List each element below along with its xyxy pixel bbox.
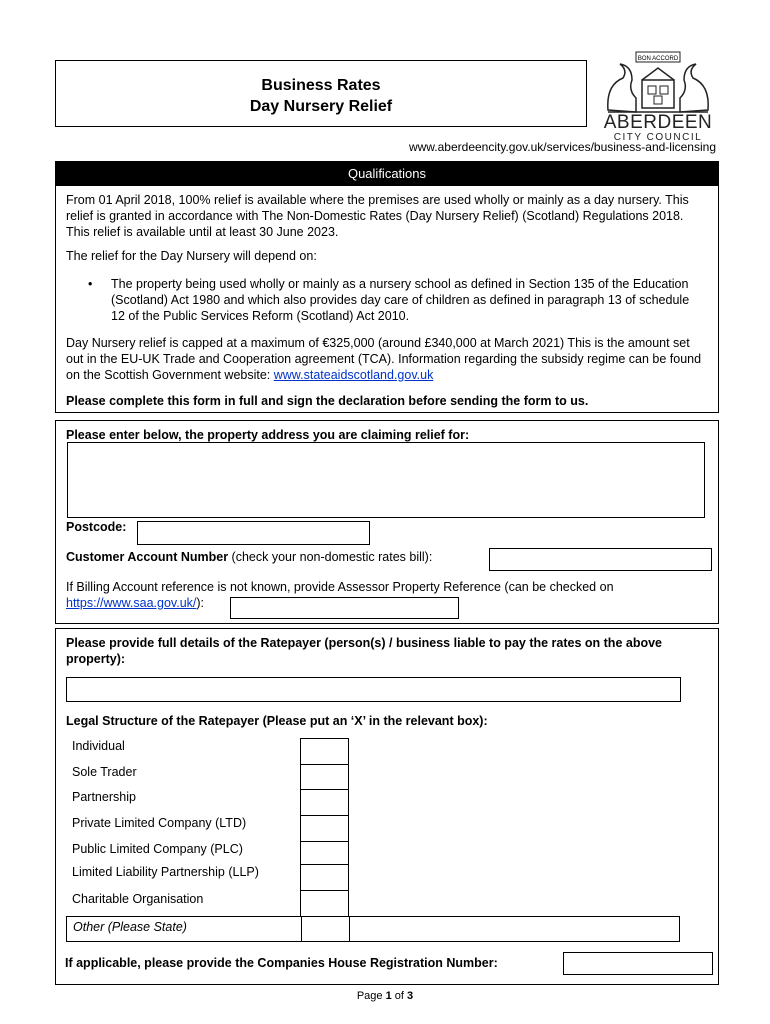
checkbox-charitable[interactable] [300,890,349,917]
property-heading: Please enter below, the property address you are claiming relief for: [66,428,470,442]
qualifications-para2: The relief for the Day Nursery will depend on: [66,249,317,263]
stateaid-link[interactable]: www.stateaidscotland.gov.uk [273,368,434,382]
page-number: 1 [385,990,392,1002]
companies-house-label: If applicable, please provide the Companies House Registration Number: [65,956,498,970]
title-line1: Business Rates [261,77,381,94]
checkbox-sole-trader[interactable] [300,764,349,790]
logo-text-sub: CITY COUNCIL [613,132,703,143]
account-label-rest: (check your non-domestic rates bill): [228,550,433,564]
page-prefix: Page [356,990,386,1002]
qualifications-para1: From 01 April 2018, 100% relief is available where the premises are used wholly or mainly as a day nursery. This relief is granted in accordance with The Non-Domestic Rates (Day Nursery Relief) (Scotland) Regulations 2018. This relief is available until at least 30 June 2023. [66,193,689,239]
qualifications-instruction: Please complete this form in full and sign the declaration before sending the form to us. [66,394,589,408]
companies-house-input[interactable] [563,952,713,975]
assessor-label: If Billing Account reference is not known, provide Assessor Property Reference (can be checked on [66,580,614,594]
account-number-label [66,549,432,565]
other-row [66,916,680,942]
option-plc-label: Public Limited Company (PLC) [72,842,243,856]
option-partnership-label: Partnership [72,790,136,804]
title-box [55,60,587,127]
list-item [66,276,706,324]
assessor-reference-input[interactable] [230,597,459,619]
account-label-bold: Customer Account Number [66,550,229,564]
option-individual-label: Individual [72,739,125,753]
logo-text-main: ABERDEEN [603,112,713,133]
qualifications-bullets [66,276,706,324]
page-mid: of [391,990,408,1002]
qualifications-section [55,186,719,413]
aberdeen-logo [598,50,718,146]
ratepayer-heading: Please provide full details of the Ratepayer (person(s) / business liable to pay the rates on the above property): [66,636,662,666]
website-url[interactable]: www.aberdeencity.gov.uk/services/business-and-licensing [408,140,716,154]
para3-text: Day Nursery relief is capped at a maximum of €325,000 (around £340,000 at March 2021) This is the amount set out in the EU-UK Trade and Cooperation agreement (TCA). Information regarding the subsidy regime can be found on the Scottish Government website: [66,336,702,382]
checkbox-individual[interactable] [300,738,349,765]
qualifications-para3 [66,335,706,383]
bullet-text: The property being used wholly or mainly as a nursery school as defined in Section 135 of the Education (Scotland) Act 1980 and which also provides day care of children as defined in paragraph 13 of schedule 12 of the Public Services Reform (Scotland) Act 2010. [111,277,690,323]
other-label: Other (Please State) [73,920,187,934]
title-line2: Day Nursery Relief [249,98,393,115]
qualifications-heading: Qualifications [55,161,719,186]
checkbox-other[interactable] [302,917,349,941]
ratepayer-input[interactable] [66,677,681,702]
other-state-input[interactable] [350,917,678,941]
bullet-icon: • [88,277,93,291]
property-address-input[interactable] [67,442,705,518]
account-number-input[interactable] [489,548,712,571]
option-ltd-label: Private Limited Company (LTD) [72,816,247,830]
property-section [55,420,719,624]
assessor-after: ): [196,596,205,610]
option-sole-trader-label: Sole Trader [72,765,137,779]
postcode-input[interactable] [137,521,370,545]
checkbox-llp[interactable] [300,864,349,891]
checkbox-partnership[interactable] [300,789,349,816]
page-total: 3 [407,990,414,1002]
option-llp-label: Limited Liability Partnership (LLP) [72,865,259,879]
page-footer [0,990,770,1002]
legal-structure-heading: Legal Structure of the Ratepayer (Please put an ‘X’ in the relevant box): [66,714,488,728]
option-charitable-label: Charitable Organisation [72,892,204,906]
logo-motto: BON ACCORD [637,56,679,62]
saa-link[interactable]: https://www.saa.gov.uk/ [66,596,197,610]
postcode-label: Postcode: [66,520,127,534]
checkbox-plc[interactable] [300,841,349,865]
checkbox-ltd[interactable] [300,815,349,842]
